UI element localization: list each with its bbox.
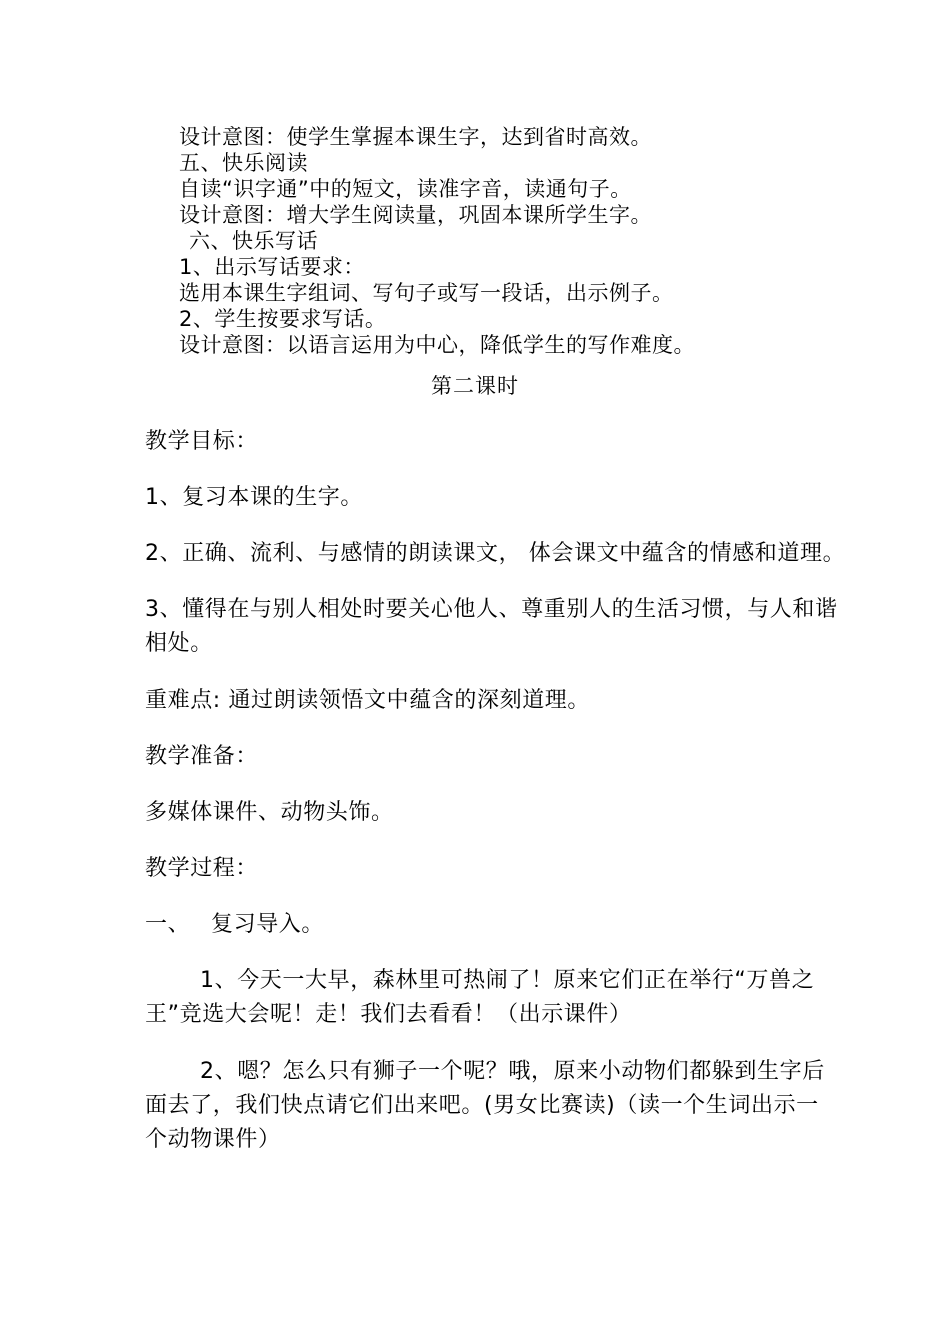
goal-item-2: 2、正确、流利、与感情的朗读课文， 体会课文中蕴含的情感和道理。 bbox=[145, 541, 846, 566]
goal-item-3-line-2: 相处。 bbox=[145, 631, 213, 656]
goals-heading: 教学目标： bbox=[145, 429, 259, 454]
writing-requirement-2: 2、学生按要求写话。 bbox=[179, 307, 387, 331]
paragraph-1-line-2: 王”竞选大会呢！走！我们去看看！（出示课件） bbox=[145, 1002, 632, 1027]
design-intent-line-1: 设计意图：使学生掌握本课生字，达到省时高效。 bbox=[179, 125, 652, 149]
section-happy-reading: 五、快乐阅读 bbox=[179, 151, 308, 175]
section-happy-writing: 六、快乐写话 bbox=[189, 229, 318, 253]
self-reading-line: 自读“识字通”中的短文，读准字音，读通句子。 bbox=[179, 177, 632, 201]
paragraph-2-line-3: 个动物课件） bbox=[145, 1127, 281, 1152]
goal-item-3-line-1: 3、懂得在与别人相处时要关心他人、尊重别人的生活习惯，与人和谐 bbox=[145, 597, 838, 622]
key-points: 重难点: 通过朗读领悟文中蕴含的深刻道理。 bbox=[145, 688, 591, 713]
preparation-heading: 教学准备： bbox=[145, 744, 259, 769]
paragraph-2-line-1: 2、嗯？怎么只有狮子一个呢？哦，原来小动物们都躲到生字后 bbox=[200, 1059, 825, 1084]
writing-requirement-detail: 选用本课生字组词、写句子或写一段话，出示例子。 bbox=[179, 281, 674, 305]
step-1-number: 一、 bbox=[145, 912, 191, 937]
lesson-title: 第二课时 bbox=[431, 374, 519, 398]
process-heading: 教学过程： bbox=[145, 856, 259, 881]
preparation-content: 多媒体课件、动物头饰。 bbox=[145, 800, 394, 825]
paragraph-2-line-2: 面去了，我们快点请它们出来吧。(男女比赛读)（读一个生词出示一 bbox=[145, 1093, 819, 1118]
design-intent-line-3: 设计意图：以语言运用为中心，降低学生的写作难度。 bbox=[179, 333, 695, 357]
writing-requirement-1: 1、出示写话要求： bbox=[179, 255, 365, 279]
paragraph-1-line-1: 1、今天一大早，森林里可热闹了！原来它们正在举行“万兽之 bbox=[200, 968, 815, 993]
goal-item-1: 1、复习本课的生字。 bbox=[145, 485, 363, 510]
design-intent-line-2: 设计意图：增大学生阅读量，巩固本课所学生字。 bbox=[179, 203, 652, 227]
step-1-label: 复习导入。 bbox=[211, 912, 325, 937]
